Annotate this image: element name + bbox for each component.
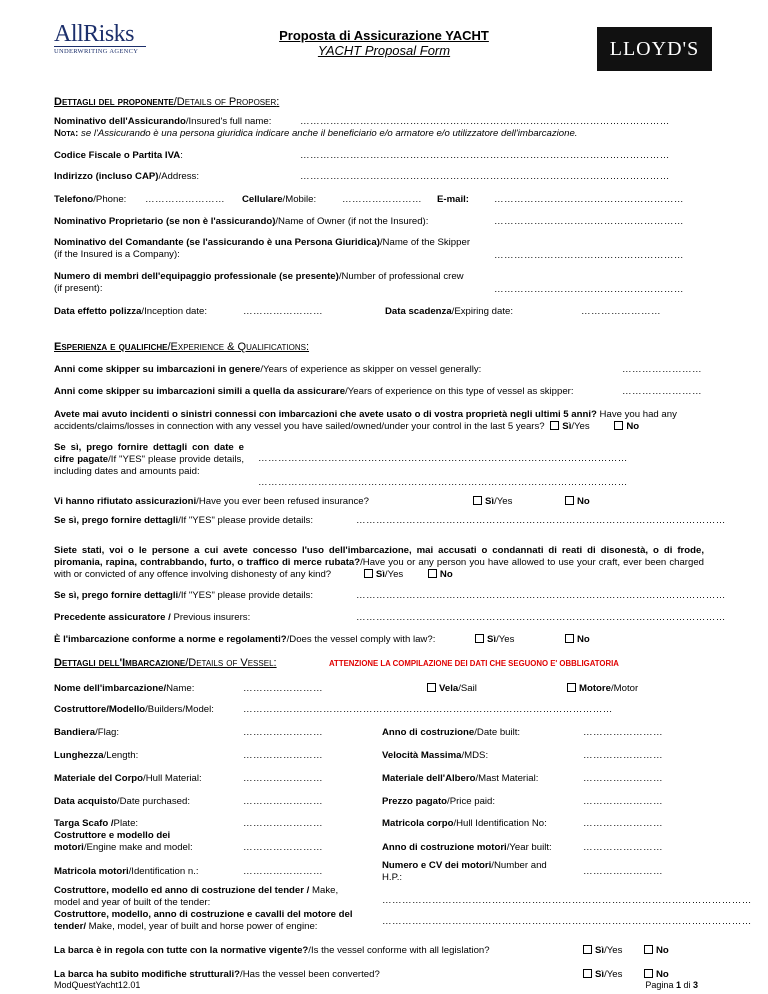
flag-label: Bandiera/Flag: [54, 727, 120, 738]
engine-year-field[interactable]: …………………… [583, 842, 663, 853]
section-proposer: Dettagli del proponente/Details of Proposer: [54, 96, 280, 108]
email-label: E-mail: [437, 194, 469, 205]
length-label: Lunghezza/Length: [54, 750, 139, 761]
comply-no-checkbox[interactable] [565, 634, 574, 643]
inception-label: Data effetto polizza/Inception date: [54, 306, 208, 317]
length-field[interactable]: …………………… [243, 750, 323, 761]
incidents-question: Avete mai avuto incidenti o sinistri connessi con imbarcazioni che avete usato o di vostra proprietà negli ultimi 5 anni? Have you had any accidents/claims/losses in connection with any vessel you have sailed/owned/under your control in the last 5 years? Sì/Yes No [54, 409, 677, 432]
speed-field[interactable]: …………………… [583, 750, 663, 761]
crew-field[interactable]: ………………………………………………… [494, 284, 684, 295]
engine-hp-field[interactable]: …………………… [583, 866, 663, 877]
address-field[interactable]: ………………………………………………………………………………………………… [300, 171, 670, 182]
converted-yes: Sì/Yes [583, 969, 622, 980]
engine-hp-label: Numero e CV dei motori/Number and H.P.: [382, 860, 547, 883]
refused-label: Vi hanno rifiutato assicurazioni/Have you ever been refused insurance? [54, 496, 369, 507]
criminal-yes-checkbox[interactable] [364, 569, 373, 578]
converted-yes-checkbox[interactable] [583, 969, 592, 978]
hull-material-label: Materiale del Corpo/Hull Material: [54, 773, 202, 784]
form-title-it: Proposta di Assicurazione YACHT [279, 28, 489, 43]
form-code: ModQuestYacht12.01 [54, 980, 141, 990]
engine-make-field[interactable]: …………………… [243, 842, 323, 853]
vessel-name-label: Nome dell'imbarcazione/Name: [54, 683, 195, 694]
hull-id-label: Matricola corpo/Hull Identification No: [382, 818, 547, 829]
motor-checkbox[interactable] [567, 683, 576, 692]
page-number: Pagina 1 di 3 [645, 980, 698, 990]
legislation-no: No [644, 945, 669, 956]
vessel-name-field[interactable]: …………………… [243, 683, 323, 694]
section-experience: Esperienza e qualifiche/Experience & Qualifications: [54, 341, 310, 353]
hull-id-field[interactable]: …………………… [583, 818, 663, 829]
prev-insurer-label: Precedente assicuratore / Previous insurers: [54, 612, 251, 623]
expiry-label: Data scadenza/Expiring date: [385, 306, 513, 317]
logo-sub-text: UNDERWRITING AGENCY [54, 46, 146, 55]
skipper-label: Nominativo del Comandante (se l'assicurando è una Persona Giuridica)/Name of the Skipper (if the Insured is a Company): [54, 237, 471, 260]
tender-field[interactable]: ………………………………………………………………………………………………… [382, 895, 752, 906]
years-similar-label: Anni come skipper su imbarcazioni simili a quella da assicurare/Years of experience on this type of vessel as skipper: [54, 386, 574, 397]
converted-label: La barca ha subito modifiche strutturali?/Has the vessel been converted? [54, 969, 380, 980]
price-label: Prezzo pagato/Price paid: [382, 796, 496, 807]
converted-no: No [644, 969, 669, 980]
insured-note: Nota: se l'Assicurando è una persona giuridica indicare anche il beneficiario e/o armatore e/o utilizzatore dell'imbarcazione. [54, 128, 578, 139]
builder-label: Costruttore/Modello/Builders/Model: [54, 704, 214, 715]
years-general-field[interactable]: …………………… [622, 364, 702, 375]
sail-option: Vela/Sail [427, 683, 477, 694]
phone-label: Telefono/Phone: [54, 194, 127, 205]
purchased-label: Data acquisto/Date purchased: [54, 796, 190, 807]
price-field[interactable]: …………………… [583, 796, 663, 807]
lloyds-logo: LLOYD'S [597, 27, 712, 71]
refused-no: No [565, 496, 590, 507]
criminal-details-label: Se sì, prego fornire dettagli/If "YES" please provide details: [54, 590, 314, 601]
section-vessel: Dettagli dell'Imbarcazione/Details of Vessel: [54, 657, 277, 669]
legislation-no-checkbox[interactable] [644, 945, 653, 954]
refused-no-checkbox[interactable] [565, 496, 574, 505]
tax-code-field[interactable]: ………………………………………………………………………………………………… [300, 150, 670, 161]
engine-year-label: Anno di costruzione motori/Year built: [382, 842, 552, 853]
crew-label: Numero di membri dell'equipaggio professionale (se presente)/Number of professional crew (if present): [54, 271, 464, 294]
criminal-question: Siete stati, voi o le persone a cui avete concesso l'uso dell'imbarcazione, mai accusati o condannati di reati di disonestà, o di frode, piromania, rapina, contrabbando, furto, o traffico di merce rubata?/Have you or any person you have allowed to use your craft, ever been charged with or convicted of any offence involving dishonesty of any kind? Sì/Yes No [54, 545, 704, 580]
years-similar-field[interactable]: …………………… [622, 386, 702, 397]
mobile-field[interactable]: …………………… [342, 194, 422, 205]
email-field[interactable]: ………………………………………………… [494, 194, 684, 205]
expiry-field[interactable]: …………………… [581, 306, 661, 317]
form-title-en: YACHT Proposal Form [317, 43, 451, 58]
incident-details-field-2[interactable]: ………………………………………………………………………………………………… [258, 477, 628, 488]
legislation-yes-checkbox[interactable] [583, 945, 592, 954]
criminal-no-checkbox[interactable] [428, 569, 437, 578]
phone-field[interactable]: …………………… [145, 194, 225, 205]
mobile-label: Cellulare/Mobile: [242, 194, 317, 205]
tender-engine-field[interactable]: ………………………………………………………………………………………………… [382, 916, 752, 927]
owner-field[interactable]: ………………………………………………… [494, 216, 684, 227]
year-built-label: Anno di costruzione/Date built: [382, 727, 521, 738]
address-label: Indirizzo (incluso CAP)/Address: [54, 171, 199, 182]
comply-yes-checkbox[interactable] [475, 634, 484, 643]
incidents-no-checkbox[interactable] [614, 421, 623, 430]
flag-field[interactable]: …………………… [243, 727, 323, 738]
plate-field[interactable]: …………………… [243, 818, 323, 829]
comply-yes: Sì/Yes [475, 634, 514, 645]
incident-details-label: Se sì, prego fornire dettagli con date e cifre pagate/If "YES" please provide details, including dates and amounts paid: [54, 442, 244, 477]
insured-name-field[interactable]: ………………………………………………………………………………………………… [300, 116, 670, 127]
mast-material-label: Materiale dell'Albero/Mast Material: [382, 773, 539, 784]
sail-checkbox[interactable] [427, 683, 436, 692]
years-general-label: Anni come skipper su imbarcazioni in genere/Years of experience as skipper on vessel generally: [54, 364, 482, 375]
skipper-field[interactable]: ………………………………………………… [494, 250, 684, 261]
purchased-field[interactable]: …………………… [243, 796, 323, 807]
refused-yes: Sì/Yes [473, 496, 512, 507]
refused-details-field[interactable]: ………………………………………………………………………………………………… [356, 515, 726, 526]
engine-make-label: Costruttore e modello dei motori/Engine make and model: [54, 830, 193, 853]
criminal-details-field[interactable]: ………………………………………………………………………………………………… [356, 590, 726, 601]
motor-option: Motore/Motor [567, 683, 638, 694]
engine-id-label: Matricola motori/Identification n.: [54, 866, 199, 877]
mast-material-field[interactable]: …………………… [583, 773, 663, 784]
year-built-field[interactable]: …………………… [583, 727, 663, 738]
mandatory-note: ATTENZIONE LA COMPILAZIONE DEI DATI CHE SEGUONO E' OBBLIGATORIA [329, 659, 619, 668]
comply-no: No [565, 634, 590, 645]
hull-material-field[interactable]: …………………… [243, 773, 323, 784]
incidents-yes-checkbox[interactable] [550, 421, 559, 430]
builder-field[interactable]: ………………………………………………………………………………………………… [243, 704, 613, 715]
incident-details-field-1[interactable]: ………………………………………………………………………………………………… [258, 453, 628, 464]
engine-id-field[interactable]: …………………… [243, 866, 323, 877]
logo-main-text: AllRisks [54, 21, 135, 47]
refused-yes-checkbox[interactable] [473, 496, 482, 505]
tender-engine-label: Costruttore, modello, anno di costruzione e cavalli del motore del tender/ Make, model, year of built and horse power of engine: [54, 909, 353, 932]
tax-code-label: Codice Fiscale o Partita IVA: [54, 150, 183, 161]
speed-label: Velocità Massima/MDS: [382, 750, 489, 761]
insured-name-label: Nominativo dell'Assicurando/Insured's full name: [54, 116, 272, 127]
legislation-label: La barca è in regola con tutte con la normative vigente?/Is the vessel conforme with all legislation? [54, 945, 490, 956]
converted-no-checkbox[interactable] [644, 969, 653, 978]
tender-label: Costruttore, modello ed anno di costruzione del tender / Make, model and year of built of the tender: [54, 885, 339, 908]
refused-details-label: Se sì, prego fornire dettagli/If "YES" please provide details: [54, 515, 314, 526]
section-proposer-en: Details of Proposer [176, 96, 277, 108]
section-proposer-it: Dettagli del proponente [54, 96, 174, 108]
prev-insurer-field[interactable]: ………………………………………………………………………………………………… [356, 612, 726, 623]
legislation-yes: Sì/Yes [583, 945, 622, 956]
owner-label: Nominativo Proprietario (se non è l'assicurando)/Name of Owner (if not the Insured): [54, 216, 429, 227]
comply-label: È l'imbarcazione conforme a norme e regolamenti?/Does the vessel comply with law?: [54, 634, 436, 645]
inception-field[interactable]: …………………… [243, 306, 323, 317]
plate-label: Targa Scafo /Plate: [54, 818, 139, 829]
